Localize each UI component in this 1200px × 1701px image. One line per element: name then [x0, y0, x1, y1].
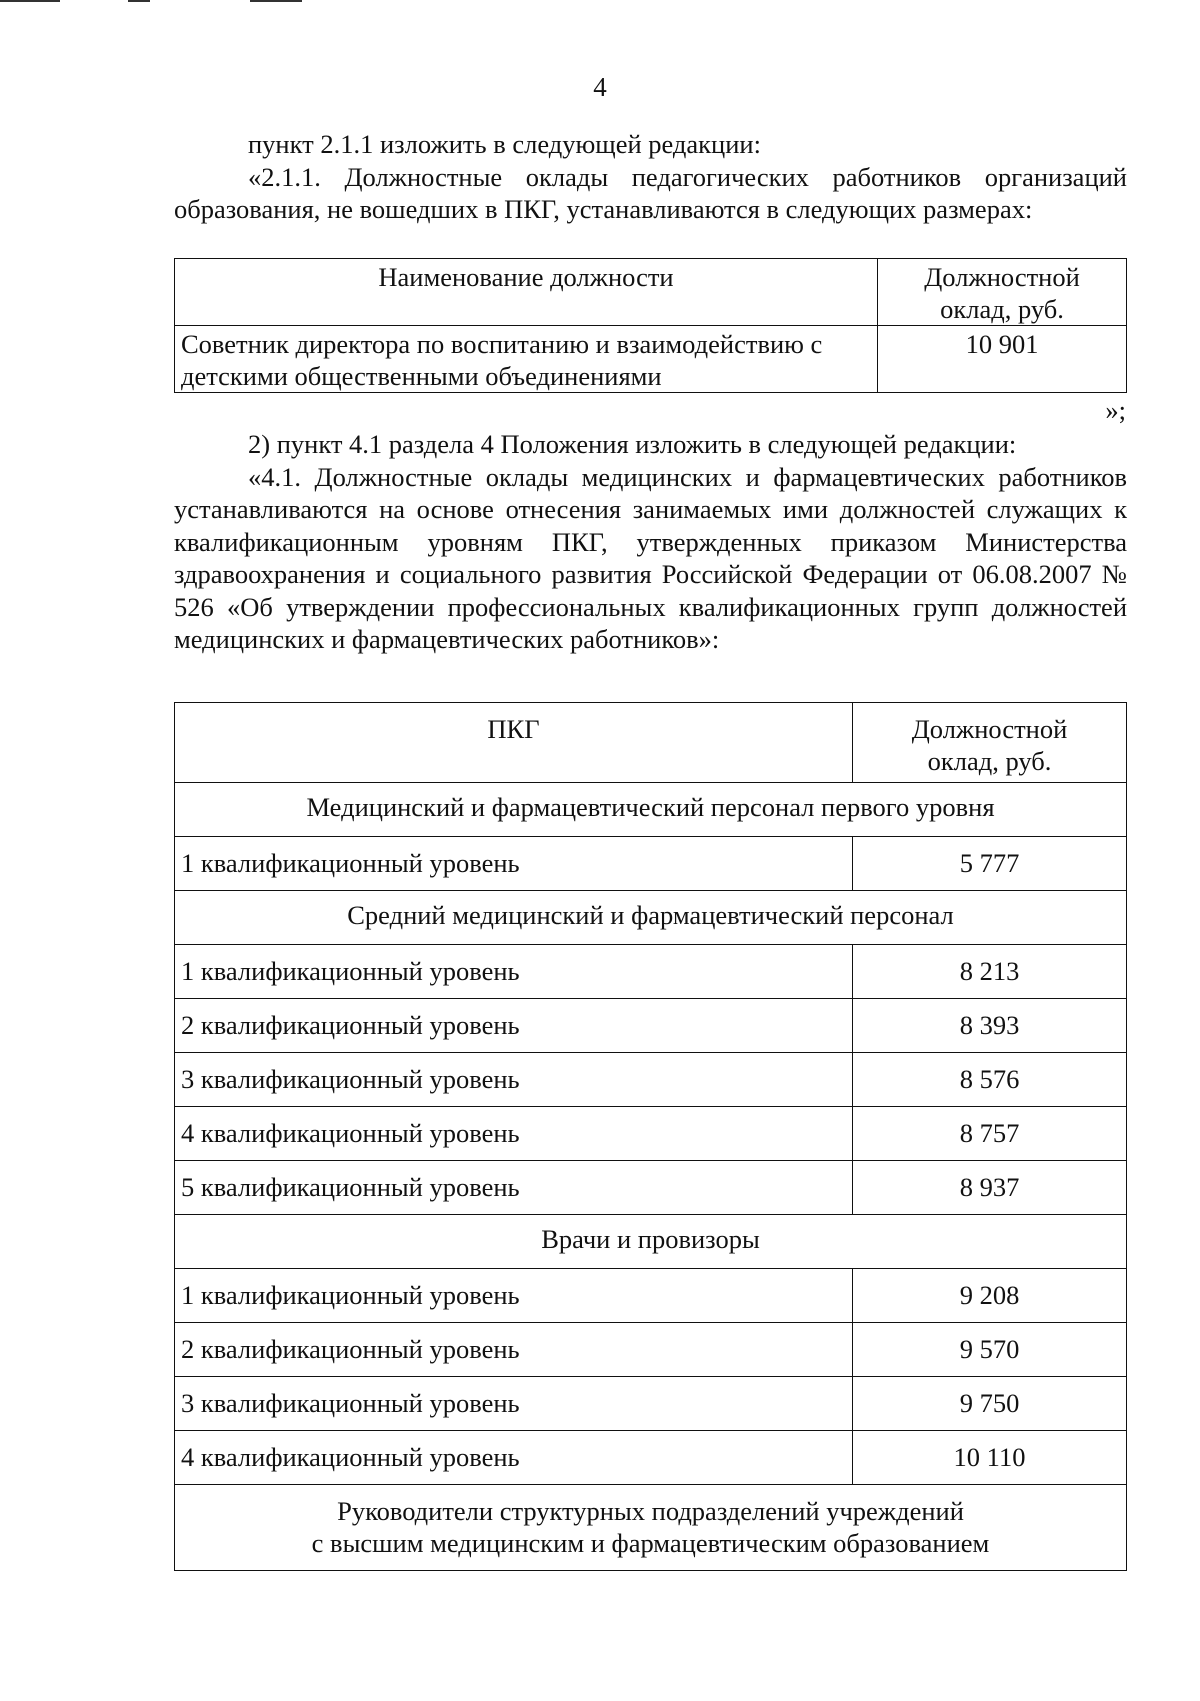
- level-name: 3 квалификационный уровень: [175, 1377, 853, 1431]
- level-salary: 5 777: [853, 837, 1127, 891]
- level-salary: 9 208: [853, 1269, 1127, 1323]
- table-row: [175, 1269, 1127, 1323]
- scan-artifact: [0, 0, 60, 2]
- header-salary-line-2: оклад, руб.: [927, 746, 1052, 776]
- header-salary-line-1: Должностной: [911, 714, 1068, 744]
- header-position-label: Наименование должности: [378, 262, 674, 292]
- group-title-line-1: Руководители структурных подразделений учреждений: [337, 1496, 964, 1526]
- header-salary-line-1: Должностной: [924, 262, 1080, 292]
- scan-artifact: [128, 0, 150, 2]
- level-salary: 9 750: [853, 1377, 1127, 1431]
- level-name: 1 квалификационный уровень: [175, 837, 853, 891]
- scan-artifact: [250, 0, 302, 2]
- position-salary: 10 901: [878, 326, 1127, 393]
- level-name: 5 квалификационный уровень: [175, 1161, 853, 1215]
- table-row: [175, 1161, 1127, 1215]
- intro-line-1: пункт 2.1.1 изложить в следующей редакции:: [248, 129, 761, 159]
- table-row: [175, 945, 1127, 999]
- table-row: [175, 1053, 1127, 1107]
- section-2-line-1: 2) пункт 4.1 раздела 4 Положения изложить в следующей редакции:: [248, 429, 1017, 459]
- header-position-name: [175, 259, 878, 326]
- header-salary: [853, 703, 1127, 783]
- level-salary: 8 393: [853, 999, 1127, 1053]
- header-pkg: ПКГ: [175, 703, 853, 783]
- level-name: 4 квалификационный уровень: [175, 1431, 853, 1485]
- group-title: Врачи и провизоры: [175, 1215, 1127, 1269]
- header-salary-line-2: оклад, руб.: [940, 294, 1064, 324]
- level-name: 1 квалификационный уровень: [175, 945, 853, 999]
- table-row: [175, 326, 1127, 393]
- level-salary: 10 110: [853, 1431, 1127, 1485]
- group-title: [175, 1485, 1127, 1571]
- group-title: Медицинский и фармацевтический персонал первого уровня: [175, 783, 1127, 837]
- level-salary: 8 937: [853, 1161, 1127, 1215]
- table-header-row: [175, 703, 1127, 783]
- table-row: [175, 1377, 1127, 1431]
- level-name: 3 квалификационный уровень: [175, 1053, 853, 1107]
- table-row: [175, 837, 1127, 891]
- level-name: 2 квалификационный уровень: [175, 999, 853, 1053]
- medical-salary-table: [174, 702, 1127, 1571]
- teacher-salary-table: [174, 258, 1127, 393]
- table-header-row: [175, 259, 1127, 326]
- header-salary: [878, 259, 1127, 326]
- table-row: [175, 1431, 1127, 1485]
- group-title: Средний медицинский и фармацевтический персонал: [175, 891, 1127, 945]
- position-name: Советник директора по воспитанию и взаимодействию с детскими общественными объединениями: [175, 326, 878, 393]
- table-row: [175, 1107, 1127, 1161]
- group-title-line-2: с высшим медицинским и фармацевтическим образованием: [311, 1528, 990, 1558]
- level-name: 1 квалификационный уровень: [175, 1269, 853, 1323]
- level-salary: 8 757: [853, 1107, 1127, 1161]
- level-salary: 8 213: [853, 945, 1127, 999]
- section-2-text: [174, 428, 1127, 656]
- level-salary: 9 570: [853, 1323, 1127, 1377]
- closing-quote: »;: [1105, 395, 1126, 425]
- group-row: [175, 1215, 1127, 1269]
- group-row: [175, 891, 1127, 945]
- group-row: [175, 783, 1127, 837]
- group-row: [175, 1485, 1127, 1571]
- section-2-line-2: «4.1. Должностные оклады медицинских и фармацевтических работников устанавливаются на основе отнесения занимаемых ими должностей служащих к квалификационным уровням ПКГ, утвержденных приказом Министерства здравоохранения и социального развития Российской Федерации от 06.08.2007 № 526 «Об утверждении профессиональных квалификационных групп должностей медицинских и фармацевтических работников»:: [174, 461, 1127, 654]
- intro-text: [174, 128, 1127, 226]
- page-number: 4: [593, 72, 607, 102]
- level-salary: 8 576: [853, 1053, 1127, 1107]
- intro-line-2: «2.1.1. Должностные оклады педагогических работников организаций образования, не вошедших в ПКГ, устанавливаются в следующих размерах:: [174, 161, 1127, 224]
- level-name: 2 квалификационный уровень: [175, 1323, 853, 1377]
- table-row: [175, 1323, 1127, 1377]
- table-row: [175, 999, 1127, 1053]
- level-name: 4 квалификационный уровень: [175, 1107, 853, 1161]
